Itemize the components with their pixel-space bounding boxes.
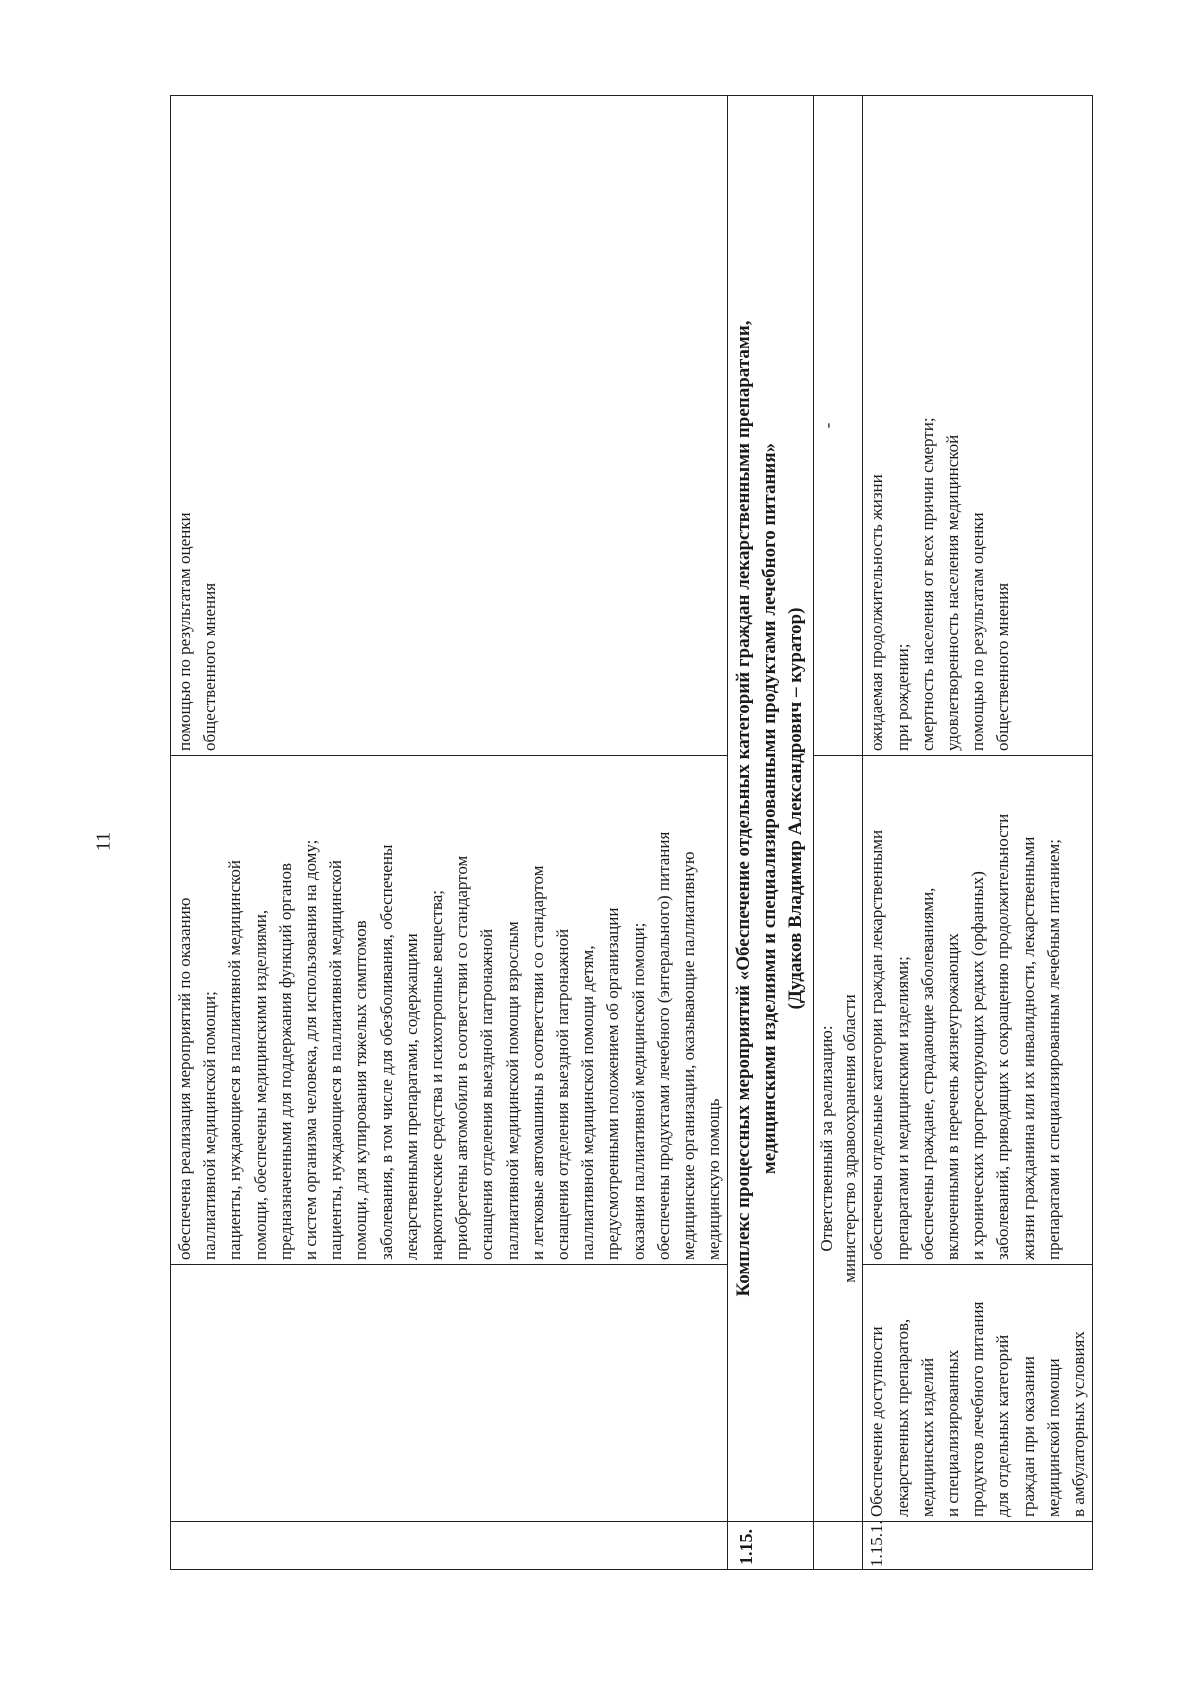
text-line: паллиативной медицинской помощи взрослым	[502, 921, 522, 1260]
text-line: медицинских изделий	[917, 1357, 937, 1517]
text-line: удовлетворенность населения медицинской	[943, 434, 963, 751]
text-line: оснащения отделения выездной патронажной	[553, 928, 573, 1260]
item-number: 1.15.1.	[863, 1522, 1093, 1570]
responsible-dash: -	[814, 96, 863, 756]
text-line: паллиативной медицинской помощи детям,	[578, 945, 598, 1260]
text-line: наркотические средства и психотропные вещества;	[427, 890, 447, 1260]
item-actions-cell	[863, 756, 1093, 1265]
text-line: оснащения отделения выездной патронажной	[477, 928, 497, 1260]
text-line: граждан при оказании	[1018, 1356, 1038, 1517]
text-line: заболеваний, приводящих к сокращению продолжительности	[993, 813, 1013, 1260]
text-line: препаратами и специализированным лечебным питанием;	[1043, 839, 1063, 1260]
item-indicators-cell	[863, 96, 1093, 756]
text-line: помощи, обеспечены медицинскими изделиями,	[250, 909, 270, 1260]
text-line: и специализированных	[943, 1349, 963, 1517]
page-number: 11	[92, 831, 115, 852]
responsible-org: министерство здравоохранения области	[840, 994, 860, 1283]
cont-task-cell	[171, 1265, 728, 1522]
text-line: и систем организма человека, для использования на дому;	[301, 839, 321, 1260]
section-curator: (Дудаков Владимир Александрович – куратор)	[785, 607, 807, 1010]
text-line: общественного мнения	[993, 582, 1013, 751]
text-line: препаратами и медицинскими изделиями;	[892, 956, 912, 1260]
section-title-line: медицинскими изделиями и специализированными продуктами лечебного питания»	[759, 442, 781, 1175]
cont-number-cell	[171, 1522, 728, 1570]
program-table	[170, 95, 1093, 1570]
section-title-line: Комплекс процессных мероприятий «Обеспечение отдельных категорий граждан лекарственными препаратами,	[733, 320, 755, 1297]
item-task-cell	[863, 1265, 1093, 1522]
text-line: оказания паллиативной медицинской помощи;	[628, 922, 648, 1260]
text-line: лекарственных препаратов,	[892, 1318, 912, 1517]
text-line: медицинскую помощь	[704, 1098, 724, 1260]
text-line: обеспечены отдельные категории граждан лекарственными	[867, 829, 887, 1260]
text-line: при рождении;	[892, 643, 912, 751]
text-line: и легковые автомашины в соответствии со стандартом	[527, 865, 547, 1260]
text-line: жизни гражданина или их инвалидности, лекарственными	[1018, 836, 1038, 1260]
item-row	[863, 96, 1093, 1570]
text-line: обеспечена реализация мероприятий по оказанию	[175, 897, 194, 1260]
text-line: обеспечены граждане, страдающие заболеваниями,	[917, 887, 937, 1260]
text-line: паллиативной медицинской помощи;	[200, 991, 220, 1260]
text-line: и хронических прогрессирующих редких (орфанных)	[968, 871, 988, 1260]
text-line: лекарственными препаратами, содержащими	[401, 933, 421, 1260]
text-line: помощью по результатам оценки	[175, 512, 194, 751]
text-line: общественного мнения	[200, 582, 220, 751]
responsible-label: Ответственный за реализацию:	[817, 1025, 837, 1252]
text-line: медицинской помощи	[1043, 1358, 1063, 1517]
text-line: смертность населения от всех причин смерти;	[917, 417, 937, 751]
text-line: для отдельных категорий	[993, 1334, 1013, 1517]
text-line: медицинские организации, оказывающие паллиативную	[679, 851, 699, 1260]
text-line: в амбулаторных условиях	[1069, 1331, 1089, 1517]
text-line: продуктов лечебного питания	[968, 1301, 988, 1517]
responsible-cell	[814, 756, 863, 1522]
text-line: предусмотренными положением об организации	[603, 907, 623, 1260]
text-line: заболевания, в том числе для обезболивания, обеспечены	[376, 844, 396, 1260]
text-line: пациенты, нуждающиеся в паллиативной медицинской	[326, 859, 346, 1260]
rotated-table-page	[170, 100, 1095, 1570]
responsible-row	[814, 96, 863, 1570]
continuation-row	[171, 96, 728, 1570]
text-line: ожидаемая продолжительность жизни	[867, 474, 887, 751]
text-line: помощью по результатам оценки	[968, 512, 988, 751]
text-line: помощи, для купирования тяжелых симптомов	[351, 920, 371, 1260]
text-line: предназначенными для поддержания функций органов	[275, 862, 295, 1260]
text-line: включенными в перечень жизнеугрожающих	[943, 933, 963, 1260]
text-line: пациенты, нуждающиеся в паллиативной медицинской	[225, 859, 245, 1260]
text-line: Обеспечение доступности	[867, 1326, 887, 1517]
cont-indicators-cell	[171, 96, 728, 756]
section-title-cell	[728, 96, 814, 1522]
responsible-number-cell	[814, 1522, 863, 1570]
text-line: приобретены автомобили в соответствии со стандартом	[452, 855, 472, 1260]
text-line: обеспечены продуктами лечебного (энтерального) питания	[653, 831, 673, 1260]
cont-actions-cell	[171, 756, 728, 1265]
section-number: 1.15.	[728, 1522, 814, 1570]
section-row	[728, 96, 814, 1570]
